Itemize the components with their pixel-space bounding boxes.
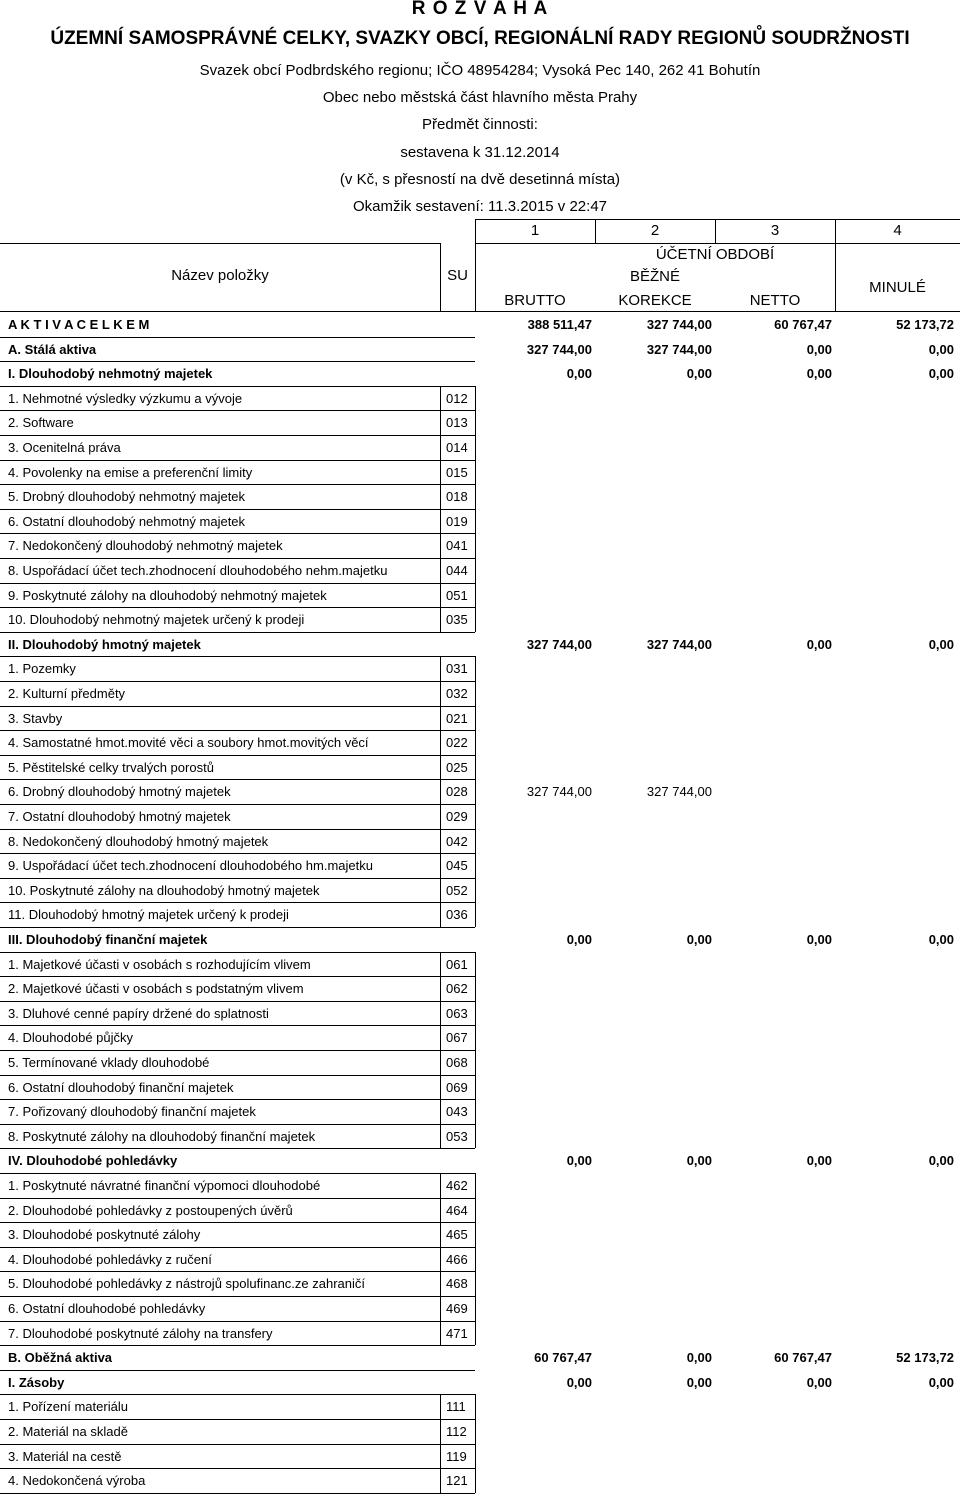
col-number-4: 4	[893, 222, 902, 239]
su-column-border	[475, 1247, 476, 1272]
row-label: 4. Dlouhodobé pohledávky z ručení	[8, 1251, 212, 1267]
cell-korekce: 0,00	[686, 932, 712, 947]
row-divider	[0, 460, 475, 461]
row-label: 4. Nedokončená výroba	[8, 1473, 146, 1489]
row-su: 061	[446, 956, 468, 972]
header-line	[475, 243, 960, 244]
su-column-border	[440, 1050, 441, 1075]
su-column-border	[440, 829, 441, 854]
su-column-border	[475, 1296, 476, 1321]
su-column-border	[440, 976, 441, 1001]
su-column-border	[475, 853, 476, 878]
row-divider	[0, 1148, 475, 1149]
su-column-border	[440, 681, 441, 706]
col-number-1: 1	[530, 222, 540, 239]
row-label: 4. Dlouhodobé půjčky	[8, 1030, 134, 1046]
cell-korekce: 327 744,00	[646, 636, 712, 652]
su-column-border	[475, 1321, 476, 1346]
row-su: 462	[446, 1178, 468, 1193]
su-column-border	[440, 410, 441, 435]
su-column-border	[440, 1075, 441, 1100]
row-label: IV. Dlouhodobé pohledávky	[8, 1153, 178, 1169]
row-divider	[0, 902, 475, 903]
su-column-border	[440, 1271, 441, 1296]
row-divider	[0, 730, 475, 731]
cell-korekce: 0,00	[686, 1153, 712, 1169]
row-label: 3. Dluhové cenné papíry držené do splatnosti	[8, 1005, 269, 1021]
su-column-border	[440, 804, 441, 829]
row-su: 062	[446, 981, 468, 997]
cell-netto: 60 767,47	[774, 317, 832, 332]
su-column-border	[475, 706, 476, 731]
su-column-border	[440, 1099, 441, 1124]
row-label: III. Dlouhodobý finanční majetek	[8, 932, 208, 947]
su-column-border	[440, 1247, 441, 1272]
row-divider	[0, 533, 475, 534]
su-column-border	[440, 1321, 441, 1346]
row-su: 068	[446, 1055, 468, 1070]
su-column-border	[475, 386, 476, 411]
row-su: 022	[446, 735, 468, 751]
row-label: 2. Materiál na skladě	[8, 1424, 128, 1439]
row-label: 8. Uspořádací účet tech.zhodnocení dlouhodobého nehm.majetku	[8, 563, 388, 578]
su-column-border	[440, 509, 441, 534]
cell-previous: 0,00	[928, 932, 954, 947]
cell-previous: 52 173,72	[896, 317, 954, 332]
activity-line: Předmět činnosti:	[422, 116, 538, 133]
cell-netto: 0,00	[806, 636, 832, 652]
row-label: 6. Ostatní dlouhodobý nehmotný majetek	[8, 513, 246, 529]
su-column-border	[475, 509, 476, 534]
cell-netto: 0,00	[806, 366, 832, 382]
su-column-border	[475, 435, 476, 460]
row-su: 052	[446, 882, 468, 898]
row-su: 119	[446, 1448, 467, 1464]
header-line	[715, 219, 716, 243]
row-divider	[0, 656, 475, 657]
header-line	[0, 243, 440, 244]
row-label: 10. Dlouhodobý nehmotný majetek určený k prodeji	[8, 612, 305, 628]
row-su: 015	[446, 464, 468, 480]
su-column-border	[475, 1001, 476, 1026]
header-line	[0, 311, 960, 312]
su-column-border	[440, 1419, 441, 1444]
row-su: 043	[446, 1104, 468, 1120]
row-divider	[0, 1247, 475, 1248]
cell-brutto: 0,00	[566, 932, 592, 947]
row-su: 025	[446, 759, 468, 775]
row-label: 5. Termínované vklady dlouhodobé	[8, 1055, 210, 1070]
su-column-border	[440, 460, 441, 485]
compiled-moment: Okamžik sestavení: 11.3.2015 v 22:47	[352, 198, 608, 215]
row-label: 9. Poskytnuté zálohy na dlouhodobý nehmotný majetek	[8, 587, 327, 603]
row-divider	[0, 484, 475, 485]
row-divider	[0, 706, 475, 707]
row-label: 3. Dlouhodobé poskytnuté zálohy	[8, 1227, 201, 1243]
cell-brutto: 327 744,00	[526, 636, 592, 652]
row-su: 069	[446, 1079, 468, 1095]
su-column-border	[475, 779, 476, 804]
cell-brutto: 327 744,00	[526, 784, 592, 800]
row-su: 465	[446, 1227, 468, 1243]
cell-previous: 0,00	[928, 636, 954, 652]
row-label: 2. Majetkové účasti v osobách s podstatným vlivem	[8, 981, 304, 997]
row-su: 044	[446, 563, 468, 578]
row-divider	[0, 509, 475, 510]
row-divider	[0, 755, 475, 756]
su-column-border	[440, 1173, 441, 1198]
row-divider	[0, 583, 475, 584]
row-su: 014	[446, 440, 468, 455]
row-divider	[0, 1222, 475, 1223]
row-label: 5. Drobný dlouhodobý nehmotný majetek	[8, 489, 246, 505]
cell-korekce: 327 744,00	[646, 341, 712, 357]
su-column-border	[475, 1198, 476, 1223]
cell-brutto: 0,00	[566, 1374, 592, 1390]
su-column-border	[475, 656, 476, 681]
col-su: SU	[447, 267, 468, 284]
su-column-border	[440, 853, 441, 878]
report-subtitle: ÚZEMNÍ SAMOSPRÁVNÉ CELKY, SVAZKY OBCÍ, REGIONÁLNÍ RADY REGIONŮ SOUDRŽNOSTI	[50, 28, 910, 49]
cell-previous: 52 173,72	[896, 1350, 954, 1366]
row-divider	[0, 607, 475, 608]
row-divider	[0, 1025, 475, 1026]
row-divider	[0, 361, 475, 362]
su-column-border	[475, 902, 476, 927]
row-label: 5. Pěstitelské celky trvalých porostů	[8, 759, 214, 775]
row-divider	[0, 1468, 475, 1469]
row-label: 6. Drobný dlouhodobý hmotný majetek	[8, 784, 231, 800]
row-divider	[0, 435, 475, 436]
su-column-border	[475, 1271, 476, 1296]
row-label: 2. Kulturní předměty	[8, 686, 126, 701]
col-current: BĚŽNÉ	[629, 268, 680, 285]
row-label: 4. Povolenky na emise a preferenční limity	[8, 464, 253, 480]
su-column-border	[475, 583, 476, 608]
row-label: 7. Pořizovaný dlouhodobý finanční majetek	[8, 1104, 256, 1120]
row-divider	[0, 1173, 475, 1174]
cell-brutto: 0,00	[566, 366, 592, 382]
row-su: 028	[446, 784, 468, 800]
row-su: 053	[446, 1128, 468, 1144]
row-su: 469	[446, 1301, 468, 1316]
cell-netto: 0,00	[806, 932, 832, 947]
row-label: 11. Dlouhodobý hmotný majetek určený k prodeji	[8, 907, 289, 923]
row-label: 7. Nedokončený dlouhodobý nehmotný majetek	[8, 538, 283, 554]
su-column-border	[440, 583, 441, 608]
row-su: 067	[446, 1030, 468, 1046]
row-label: I. Dlouhodobý nehmotný majetek	[8, 366, 213, 382]
row-su: 121	[446, 1473, 468, 1489]
units-note: (v Kč, s přesností na dvě desetinná místa)	[339, 171, 621, 188]
col-brutto: BRUTTO	[504, 292, 566, 309]
col-korekce: KOREKCE	[618, 292, 692, 309]
row-divider	[0, 632, 475, 633]
row-label: 4. Samostatné hmot.movité věci a soubory hmot.movitých věcí	[8, 735, 369, 751]
row-label: 1. Pořízení materiálu	[8, 1399, 128, 1415]
row-divider	[0, 1001, 475, 1002]
su-column-border	[475, 533, 476, 558]
row-divider	[0, 952, 475, 953]
row-divider	[0, 1321, 475, 1322]
row-label: A K T I V A C E L K E M	[8, 317, 150, 332]
su-column-border	[475, 730, 476, 755]
su-column-border	[440, 435, 441, 460]
row-divider	[0, 386, 475, 387]
cell-netto: 60 767,47	[774, 1350, 832, 1366]
su-column-border	[440, 656, 441, 681]
row-label: 2. Dlouhodobé pohledávky z postoupených úvěrů	[8, 1202, 293, 1218]
row-divider	[0, 829, 475, 830]
su-column-border	[440, 1222, 441, 1247]
row-divider	[0, 681, 475, 682]
su-column-border	[475, 952, 476, 977]
row-su: 051	[446, 587, 468, 603]
su-column-border	[475, 1075, 476, 1100]
su-column-border	[440, 1025, 441, 1050]
row-label: I. Zásoby	[8, 1374, 65, 1390]
su-column-border	[475, 976, 476, 1001]
col-number-3: 3	[770, 222, 780, 239]
report-title: R O Z V A H A	[411, 0, 549, 19]
su-column-border	[475, 1419, 476, 1444]
su-column-border	[440, 706, 441, 731]
row-label: 1. Majetkové účasti v osobách s rozhodujícím vlivem	[8, 956, 311, 972]
row-divider	[0, 976, 475, 977]
row-su: 111	[446, 1399, 466, 1415]
su-column-border	[440, 1394, 441, 1419]
row-su: 021	[446, 710, 468, 726]
row-label: 5. Dlouhodobé pohledávky z nástrojů spolufinanc.ze zahraničí	[8, 1276, 366, 1292]
row-label: A. Stálá aktiva	[8, 341, 97, 357]
entity-line: Svazek obcí Podbrdského regionu; IČO 48954284; Vysoká Pec 140, 262 41 Bohutín	[199, 62, 761, 79]
row-label: 7. Dlouhodobé poskytnuté zálohy na transfery	[8, 1325, 273, 1341]
col-netto: NETTO	[749, 292, 801, 309]
row-su: 032	[446, 686, 468, 701]
col-period: ÚČETNÍ OBDOBÍ	[655, 246, 775, 263]
su-column-border	[475, 1124, 476, 1149]
row-label: 6. Ostatní dlouhodobý finanční majetek	[8, 1079, 234, 1095]
cell-korekce: 0,00	[686, 1350, 712, 1366]
row-su: 468	[446, 1276, 468, 1292]
row-su: 042	[446, 833, 468, 849]
col-item-name: Název položky	[171, 267, 269, 284]
su-column-border	[475, 410, 476, 435]
row-divider	[0, 410, 475, 411]
row-divider	[0, 1198, 475, 1199]
row-su: 035	[446, 612, 468, 628]
cell-previous: 0,00	[928, 1153, 954, 1169]
header-line	[475, 219, 960, 220]
row-label: 10. Poskytnuté zálohy na dlouhodobý hmotný majetek	[8, 882, 320, 898]
row-label: II. Dlouhodobý hmotný majetek	[8, 636, 201, 652]
su-column-border	[440, 902, 441, 927]
su-column-border	[475, 1468, 476, 1493]
cell-previous: 0,00	[928, 366, 954, 382]
row-label: 1. Nehmotné výsledky výzkumu a vývoje	[8, 390, 243, 406]
su-column-border	[440, 1124, 441, 1149]
row-su: 013	[446, 415, 468, 431]
su-column-border	[475, 1222, 476, 1247]
su-column-border	[475, 1050, 476, 1075]
row-divider	[0, 558, 475, 559]
row-divider	[0, 1394, 475, 1395]
row-su: 464	[446, 1202, 468, 1218]
su-column-border	[475, 681, 476, 706]
su-column-border	[475, 607, 476, 632]
row-divider	[0, 1296, 475, 1297]
su-column-border	[475, 460, 476, 485]
su-column-border	[440, 779, 441, 804]
row-su: 019	[446, 513, 468, 529]
col-number-2: 2	[650, 222, 660, 239]
row-su: 063	[446, 1005, 468, 1021]
su-column-border	[475, 1173, 476, 1198]
su-column-border	[440, 1468, 441, 1493]
row-su: 041	[446, 538, 468, 554]
row-divider	[0, 1345, 475, 1346]
header-line	[835, 219, 836, 311]
su-column-border	[440, 952, 441, 977]
row-label: 3. Ocenitelná práva	[8, 440, 121, 455]
header-line	[475, 219, 476, 311]
su-column-border	[440, 755, 441, 780]
row-label: 3. Stavby	[8, 710, 63, 726]
row-label: B. Oběžná aktiva	[8, 1350, 113, 1366]
row-su: 036	[446, 907, 468, 923]
row-divider	[0, 1419, 475, 1420]
row-divider	[0, 853, 475, 854]
su-column-border	[475, 804, 476, 829]
row-divider	[0, 1271, 475, 1272]
row-su: 045	[446, 858, 468, 874]
row-divider	[0, 1075, 475, 1076]
row-su: 471	[446, 1325, 468, 1341]
row-divider	[0, 337, 475, 338]
cell-brutto: 60 767,47	[534, 1350, 592, 1366]
header-line	[595, 219, 596, 243]
row-divider	[0, 1099, 475, 1100]
su-column-border	[475, 558, 476, 583]
row-su: 031	[446, 661, 468, 677]
row-su: 018	[446, 489, 468, 505]
cell-korekce: 327 744,00	[646, 317, 712, 332]
row-label: 6. Ostatní dlouhodobé pohledávky	[8, 1301, 206, 1316]
su-column-border	[475, 484, 476, 509]
row-divider	[0, 1370, 475, 1371]
row-divider	[0, 1444, 475, 1445]
cell-previous: 0,00	[928, 1374, 954, 1390]
cell-previous: 0,00	[928, 341, 954, 357]
cell-brutto: 327 744,00	[526, 341, 592, 357]
header-line	[440, 243, 441, 311]
compiled-date: sestavena k 31.12.2014	[400, 144, 560, 161]
cell-netto: 0,00	[806, 1374, 832, 1390]
su-column-border	[440, 607, 441, 632]
cell-brutto: 388 511,47	[527, 317, 592, 332]
row-label: 8. Nedokončený dlouhodobý hmotný majetek	[8, 833, 269, 849]
su-column-border	[475, 1099, 476, 1124]
row-su: 012	[446, 390, 468, 406]
su-column-border	[475, 878, 476, 903]
cell-netto: 0,00	[806, 1153, 832, 1169]
row-divider	[0, 927, 475, 928]
cell-korekce: 327 744,00	[646, 784, 712, 800]
row-su: 029	[446, 809, 468, 824]
su-column-border	[475, 1444, 476, 1469]
row-divider	[0, 1124, 475, 1125]
cell-netto: 0,00	[806, 341, 832, 357]
col-previous: MINULÉ	[869, 279, 926, 296]
cell-korekce: 0,00	[686, 366, 712, 382]
row-su: 112	[446, 1424, 467, 1439]
row-label: 7. Ostatní dlouhodobý hmotný majetek	[8, 809, 231, 824]
row-label: 3. Materiál na cestě	[8, 1448, 122, 1464]
cell-brutto: 0,00	[566, 1153, 592, 1169]
su-column-border	[440, 1444, 441, 1469]
su-column-border	[440, 1296, 441, 1321]
city-line: Obec nebo městská část hlavního města Prahy	[322, 89, 638, 106]
row-label: 9. Uspořádací účet tech.zhodnocení dlouhodobého hm.majetku	[8, 858, 373, 874]
row-su: 466	[446, 1251, 468, 1267]
row-divider	[0, 1050, 475, 1051]
su-column-border	[440, 1198, 441, 1223]
row-divider	[0, 804, 475, 805]
cell-korekce: 0,00	[686, 1374, 712, 1390]
su-column-border	[440, 484, 441, 509]
su-column-border	[440, 730, 441, 755]
row-label: 2. Software	[8, 415, 74, 431]
row-label: 1. Pozemky	[8, 661, 76, 677]
su-column-border	[475, 755, 476, 780]
row-label: 1. Poskytnuté návratné finanční výpomoci dlouhodobé	[8, 1178, 321, 1193]
su-column-border	[475, 1025, 476, 1050]
su-column-border	[440, 386, 441, 411]
row-divider	[0, 779, 475, 780]
su-column-border	[440, 1001, 441, 1026]
su-column-border	[440, 533, 441, 558]
row-divider	[0, 878, 475, 879]
su-column-border	[440, 558, 441, 583]
su-column-border	[475, 829, 476, 854]
su-column-border	[440, 878, 441, 903]
su-column-border	[475, 1394, 476, 1419]
row-label: 8. Poskytnuté zálohy na dlouhodobý finanční majetek	[8, 1128, 316, 1144]
